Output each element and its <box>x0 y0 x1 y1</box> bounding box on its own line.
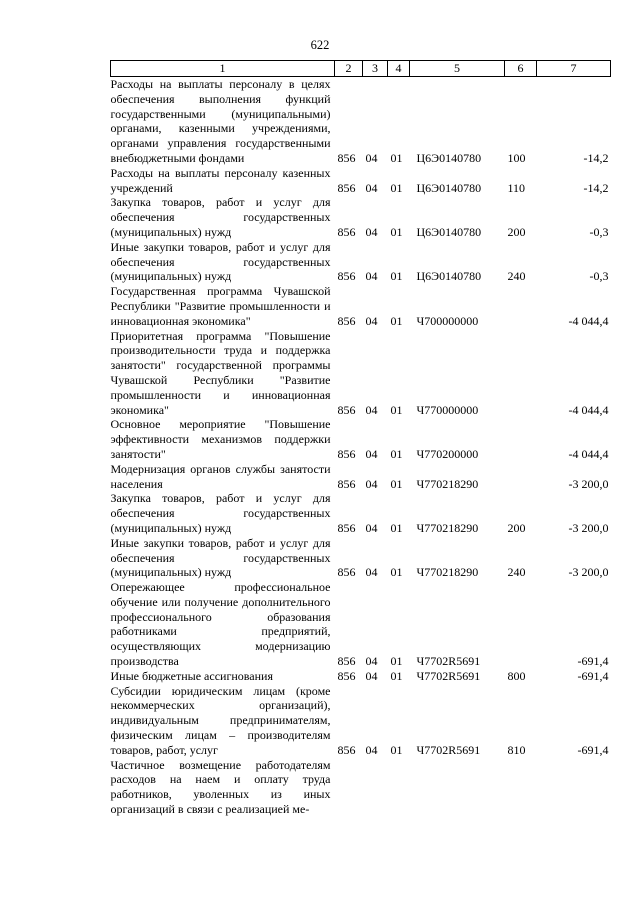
expense-type-code: 200 <box>507 224 526 239</box>
ministry-code: 856 <box>337 520 356 535</box>
column-header: 7 <box>537 61 611 77</box>
row-name: Иные закупки товаров, работ и услуг для обеспечения государственных (муниципальных) нужд <box>110 535 331 580</box>
subsection-code: 01 <box>390 446 403 461</box>
section-code: 04 <box>365 668 378 683</box>
subsection-code: 01 <box>390 150 403 165</box>
column-header: 4 <box>388 61 410 77</box>
amount: -0,3 <box>589 269 609 284</box>
table-row <box>111 491 611 535</box>
section-code: 04 <box>365 446 378 461</box>
row-name: Закупка товаров, работ и услуг для обеспечения государственных (муниципальных) нужд <box>110 491 331 535</box>
subsection-code: 01 <box>390 269 403 284</box>
row-name: Основное мероприятие "Повышение эффективности механизмов поддержки занятости" <box>110 417 331 461</box>
expense-type-code <box>505 284 537 328</box>
section-code: 04 <box>365 269 378 284</box>
expense-type-code <box>505 417 537 461</box>
expense-type-code <box>505 758 537 817</box>
section-code: 04 <box>365 742 378 757</box>
target-article-code: Ч700000000 <box>416 313 479 328</box>
amount <box>537 758 611 817</box>
row-name: Приоритетная программа "Повышение производительности труда и поддержка занятости" государственной программы Чувашской Республики "Развитие промышленности и инновационная экономика" <box>110 328 331 417</box>
expense-type-code: 100 <box>507 150 526 165</box>
amount: -4 044,4 <box>568 402 609 417</box>
ministry-code: 856 <box>337 446 356 461</box>
ministry-code: 856 <box>337 150 356 165</box>
ministry-code: 856 <box>337 402 356 417</box>
column-header: 1 <box>111 61 335 77</box>
table-row <box>111 240 611 284</box>
ministry-code: 856 <box>337 565 356 580</box>
table-row <box>111 580 611 669</box>
table-row <box>111 417 611 461</box>
section-code: 04 <box>365 180 378 195</box>
target-article-code: Ч770200000 <box>416 446 479 461</box>
column-number-header <box>111 61 611 77</box>
section-code: 04 <box>365 150 378 165</box>
column-header: 5 <box>410 61 505 77</box>
target-article-code <box>410 758 505 817</box>
expense-type-code: 810 <box>507 742 526 757</box>
ministry-code: 856 <box>337 476 356 491</box>
amount: -0,3 <box>589 224 609 239</box>
amount: -4 044,4 <box>568 446 609 461</box>
amount: -14,2 <box>583 180 609 195</box>
ministry-code: 856 <box>337 654 356 669</box>
row-name: Опережающее профессиональное обучение или получение дополнительного профессионального образования работниками предприятий, осуществляющих модернизацию производства <box>110 580 331 669</box>
ministry-code: 856 <box>337 269 356 284</box>
ministry-code: 856 <box>337 742 356 757</box>
amount: -14,2 <box>583 150 609 165</box>
section-code: 04 <box>365 402 378 417</box>
amount: -4 044,4 <box>568 313 609 328</box>
amount: -3 200,0 <box>568 476 609 491</box>
section-code: 04 <box>365 654 378 669</box>
amount: -3 200,0 <box>568 520 609 535</box>
row-name: Расходы на выплаты персоналу в целях обеспечения выполнения функций государственными (муниципальными) органами, казенными учреждениями, органами управления государственными внебюджетными фондами <box>110 77 331 165</box>
row-name: Субсидии юридическим лицам (кроме некоммерческих организаций), индивидуальным предпринимателям, физическим лицам – производителям товаров, работ, услуг <box>110 683 331 757</box>
target-article-code: Ц6Э0140780 <box>416 224 482 239</box>
row-name: Иные закупки товаров, работ и услуг для обеспечения государственных (муниципальных) нужд <box>110 239 331 284</box>
row-name: Закупка товаров, работ и услуг для обеспечения государственных (муниципальных) нужд <box>110 195 331 239</box>
section-code: 04 <box>365 520 378 535</box>
row-name: Иные бюджетные ассигнования <box>110 668 273 683</box>
target-article-code: Ч770000000 <box>416 402 479 417</box>
table-body <box>111 77 611 817</box>
section-code <box>363 758 388 817</box>
subsection-code: 01 <box>390 402 403 417</box>
target-article-code: Ц6Э0140780 <box>416 180 482 195</box>
subsection-code: 01 <box>390 520 403 535</box>
amount: -691,4 <box>577 668 609 683</box>
table-row <box>111 77 611 166</box>
page-number: 622 <box>310 38 330 52</box>
target-article-code: Ч7702R5691 <box>416 742 481 757</box>
target-article-code: Ч7702R5691 <box>416 668 481 683</box>
column-header: 3 <box>363 61 388 77</box>
column-header: 6 <box>505 61 537 77</box>
budget-table <box>110 60 611 817</box>
expense-type-code: 110 <box>507 180 526 195</box>
subsection-code: 01 <box>390 565 403 580</box>
expense-type-code: 240 <box>507 269 526 284</box>
subsection-code: 01 <box>390 313 403 328</box>
amount: -691,4 <box>577 654 609 669</box>
section-code: 04 <box>365 224 378 239</box>
subsection-code <box>388 758 410 817</box>
target-article-code: Ч770218290 <box>416 520 479 535</box>
table-row <box>111 758 611 817</box>
ministry-code: 856 <box>337 313 356 328</box>
ministry-code: 856 <box>337 668 356 683</box>
ministry-code: 856 <box>337 180 356 195</box>
expense-type-code <box>505 462 537 492</box>
table-row <box>111 329 611 418</box>
row-name: Государственная программа Чувашской Республики "Развитие промышленности и инновационная экономика" <box>110 284 331 328</box>
expense-type-code: 240 <box>507 565 526 580</box>
expense-type-code: 800 <box>507 668 526 683</box>
table-row <box>111 166 611 196</box>
row-name: Частичное возмещение работодателям расходов на наем и оплату труда работников, уволенных из иных организаций в связи с реализацией ме- <box>110 757 331 817</box>
table-row <box>111 684 611 758</box>
section-code: 04 <box>365 313 378 328</box>
target-article-code: Ч770218290 <box>416 565 479 580</box>
table-row <box>111 195 611 239</box>
expense-type-code: 200 <box>507 520 526 535</box>
expense-type-code <box>505 580 537 669</box>
target-article-code: Ч770218290 <box>416 476 479 491</box>
table-row <box>111 669 611 684</box>
subsection-code: 01 <box>390 668 403 683</box>
target-article-code: Ц6Э0140780 <box>416 150 482 165</box>
subsection-code: 01 <box>390 476 403 491</box>
amount: -3 200,0 <box>568 565 609 580</box>
subsection-code: 01 <box>390 742 403 757</box>
subsection-code: 01 <box>390 654 403 669</box>
row-name: Модернизация органов службы занятости населения <box>110 461 331 491</box>
table-row <box>111 284 611 328</box>
subsection-code: 01 <box>390 180 403 195</box>
ministry-code <box>335 758 363 817</box>
column-header: 2 <box>335 61 363 77</box>
table-row <box>111 462 611 492</box>
expense-type-code <box>505 329 537 418</box>
amount: -691,4 <box>577 742 609 757</box>
row-name: Расходы на выплаты персоналу казенных учреждений <box>110 165 331 195</box>
table-row <box>111 536 611 580</box>
target-article-code: Ц6Э0140780 <box>416 269 482 284</box>
section-code: 04 <box>365 565 378 580</box>
ministry-code: 856 <box>337 224 356 239</box>
subsection-code: 01 <box>390 224 403 239</box>
target-article-code: Ч7702R5691 <box>416 654 481 669</box>
section-code: 04 <box>365 476 378 491</box>
